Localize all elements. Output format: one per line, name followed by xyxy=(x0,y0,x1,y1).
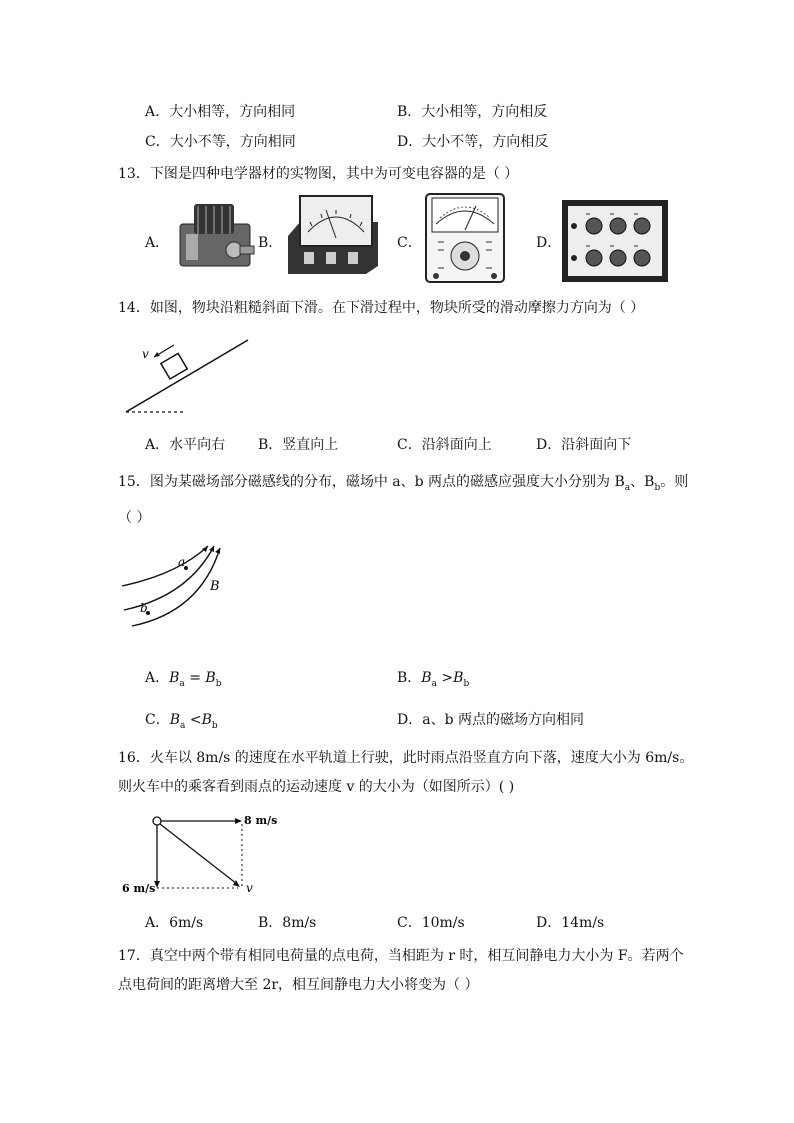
q14-stem: 14．如图，物块沿粗糙斜面下滑。在下滑过程中，物块所受的滑动摩擦力方向为（ ） xyxy=(118,300,645,316)
resultant-arrow xyxy=(160,824,237,884)
label-6ms: 6 m/s xyxy=(122,882,156,895)
q13-label-c: C． xyxy=(397,235,422,251)
raindrop xyxy=(153,817,161,825)
q17-stem-line1: 17．真空中两个带有相同电荷量的点电荷，当相距为 r 时，相互间静电力大小为 F。若两个 xyxy=(118,948,684,964)
label-a: a xyxy=(178,555,186,569)
q13-stem: 13．下图是四种电学器材的实物图，其中为可变电容器的是（ ） xyxy=(118,166,519,182)
variable-capacitor-icon xyxy=(166,198,258,272)
q17-stem-line2: 点电荷间的距离增大至 2r，相互间静电力大小将变为（ ） xyxy=(118,977,479,993)
velocity-diagram xyxy=(120,812,290,896)
label-B: B xyxy=(210,579,220,594)
q16-option-b: B．8m/s xyxy=(258,915,317,931)
q16-option-a: A．6m/s xyxy=(145,915,204,931)
multimeter-icon xyxy=(424,192,506,284)
q13-label-a: A． xyxy=(145,235,170,251)
q13-label-d: D． xyxy=(536,235,562,251)
q15-option-a: A．$B_a = B_b$ xyxy=(145,670,222,689)
resistance-box-icon xyxy=(560,198,670,284)
field-line-1 xyxy=(122,546,208,586)
q14-option-d: D．沿斜面向下 xyxy=(536,437,632,453)
q14-option-b: B．竖直向上 xyxy=(258,437,339,453)
q15-stem-line2: （ ） xyxy=(118,510,151,526)
q12-option-c: C．大小不等，方向相同 xyxy=(145,134,296,150)
q16-stem-line2: 则火车中的乘客看到雨点的运动速度 v 的大小为（如图所示）( ) xyxy=(118,779,515,795)
label-8ms: 8 m/s xyxy=(244,814,278,827)
label-b: b xyxy=(140,601,148,615)
q14-option-a: A．水平向右 xyxy=(145,437,226,453)
q15-option-b: B．$B_a >B_b$ xyxy=(397,670,470,689)
label-v: v xyxy=(246,881,253,895)
q15-option-c: C．$B_a <B_b$ xyxy=(145,712,218,731)
magnetic-field-diagram xyxy=(118,540,233,628)
q16-option-d: D．14m/s xyxy=(536,915,605,931)
q12-option-d: D．大小不等，方向相反 xyxy=(397,134,549,150)
block xyxy=(161,353,187,379)
incline-diagram xyxy=(120,330,255,418)
q15-option-d: D．a、b 两点的磁场方向相同 xyxy=(397,712,584,728)
q16-stem-line1: 16．火车以 8m/s 的速度在水平轨道上行驶，此时雨点沿竖直方向下落，速度大小为 6m/s。 xyxy=(118,750,694,766)
q13-label-b: B． xyxy=(258,235,283,251)
q15-stem-line1: 15．图为某磁场部分磁感线的分布，磁场中 a、b 两点的磁感应强度大小分别为 $B_a$、$B_b$。则 xyxy=(118,474,689,493)
q12-option-b: B．大小相等，方向相反 xyxy=(397,104,548,120)
q12-option-a: A．大小相等，方向相同 xyxy=(145,104,296,120)
field-line-2 xyxy=(124,546,214,610)
q14-option-c: C．沿斜面向上 xyxy=(397,437,492,453)
q16-option-c: C．10m/s xyxy=(397,915,465,931)
ammeter-icon xyxy=(282,192,382,276)
velocity-label: v xyxy=(142,347,149,361)
